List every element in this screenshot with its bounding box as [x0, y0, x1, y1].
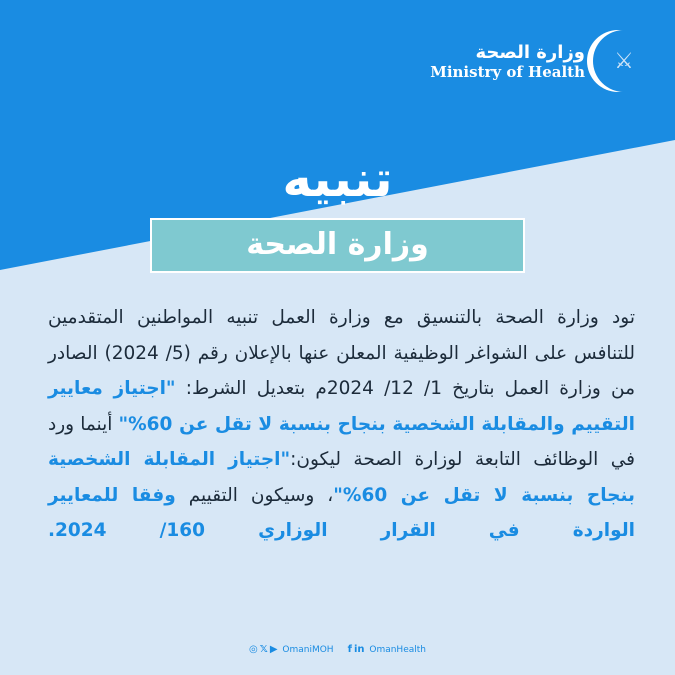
social-footer [0, 644, 675, 655]
facebook-icon[interactable]: f [347, 644, 352, 655]
highlight-text: وفقا للمعايير الواردة في القرار الوزاري 160/ 2024. [48, 484, 635, 541]
announcement-body [48, 300, 635, 549]
body-text: ، وسيكون التقييم [175, 484, 334, 506]
youtube-icon[interactable]: ▶ [269, 644, 278, 655]
logo-arabic: وزارة الصحة [475, 41, 585, 63]
highlight-text: "اجتياز المقابلة الشخصية بنجاح بنسبة لا تقل عن 60%" [48, 449, 636, 506]
handle-omanhealth[interactable]: OmanHealth [369, 645, 426, 655]
body-text: تود وزارة الصحة بالتنسيق مع وزارة العمل تنبيه المواطنين المتقدمين للتنافس على الشواغر الوظيفية المعلن عنها بالإعلان رقم (5/ 2024) الصادر من وزارة العمل بتاريخ 1/ 12/ 2024م بتعديل الشرط: [48, 307, 635, 399]
logo-english: Ministry of Health [430, 62, 585, 81]
ministry-logo [430, 30, 655, 92]
highlight-text: "اجتياز معايير التقييم والمقابلة الشخصية بنجاح بنسبة لا تقل عن 60%" [48, 378, 635, 435]
instagram-icon[interactable]: ◎ [249, 644, 258, 655]
x-icon[interactable]: 𝕏 [259, 644, 268, 655]
crescent-emblem-icon: ⚔ [593, 30, 655, 92]
ministry-banner: وزارة الصحة [150, 218, 525, 273]
linkedin-icon[interactable]: in [353, 644, 365, 655]
handle-omanimoh[interactable]: OmaniMOH [282, 645, 334, 655]
body-text: أينما ورد في الوظائف التابعة لوزارة الصحة ليكون: [48, 413, 635, 470]
page-title: تنبيه [282, 150, 393, 208]
